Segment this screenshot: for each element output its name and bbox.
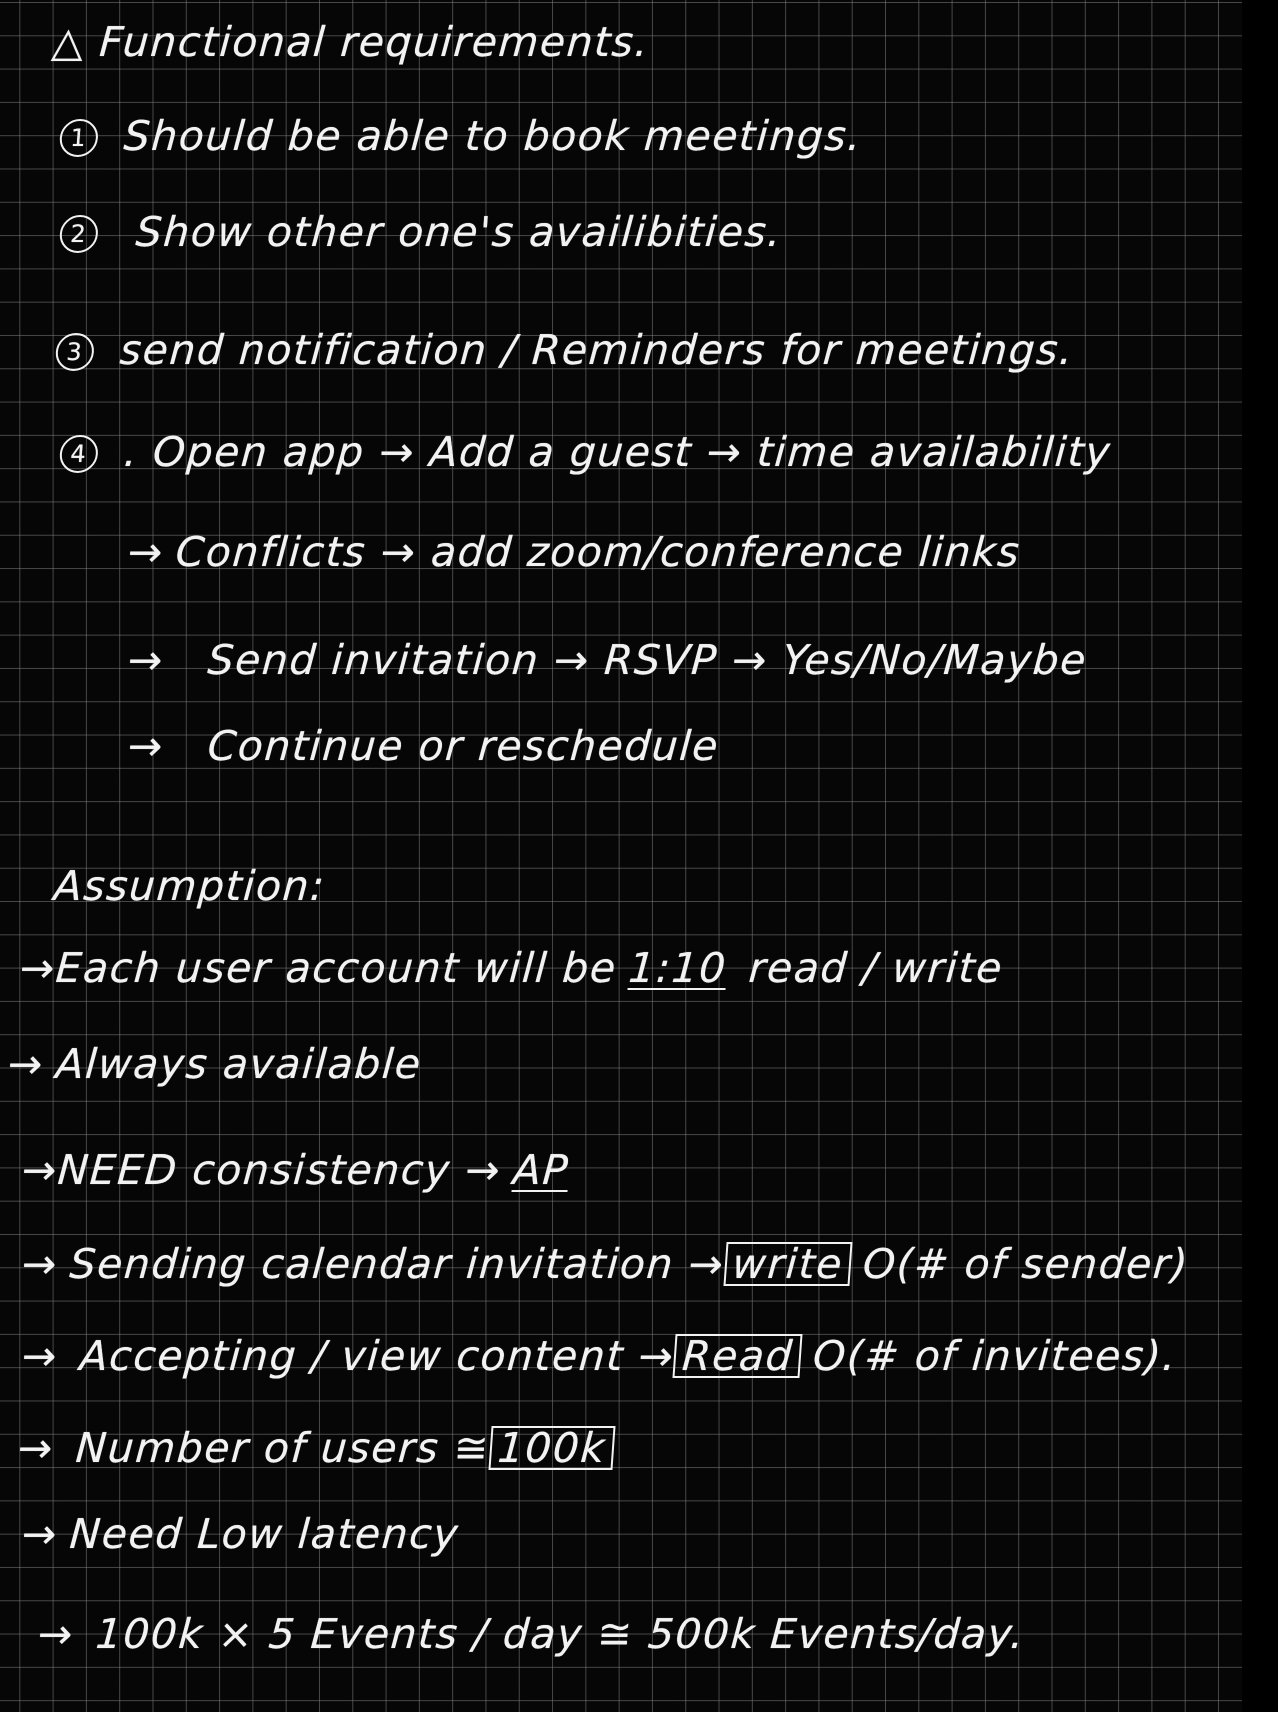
right-arrow-icon: → (126, 636, 166, 684)
assumption-text: Accepting / view content → (78, 1332, 677, 1380)
right-arrow-icon: → (126, 722, 166, 770)
requirement-item-3 (54, 326, 1075, 374)
assumption-consistency (20, 1146, 570, 1194)
assumption-accepting-view (20, 1332, 1178, 1380)
flow-text: Send invitation → RSVP → Yes/No/Maybe (206, 636, 1089, 684)
flow-step-conflicts (126, 528, 1022, 576)
read-operation-box: Read (673, 1334, 803, 1378)
assumption-always-available (6, 1040, 423, 1088)
assumption-text: Always available (54, 1040, 424, 1088)
assumption-text: Each user account will be (54, 944, 619, 992)
page-edge-strip (1242, 0, 1278, 1712)
write-operation-box: write (723, 1242, 853, 1286)
assumption-text: NEED consistency → (56, 1146, 503, 1194)
assumption-text: Need Low latency (68, 1510, 461, 1558)
requirement-item-1 (58, 112, 863, 160)
user-count-box: 100k (488, 1426, 615, 1470)
flow-step-continue (126, 722, 720, 770)
functional-requirements-heading (50, 18, 651, 66)
circled-number-1: 1 (59, 119, 100, 157)
assumption-number-of-users (16, 1424, 615, 1472)
read-write-ratio: 1:10 (627, 944, 729, 992)
assumption-text: Number of users ≅ (74, 1424, 492, 1472)
assumption-each-user (18, 944, 1004, 992)
assumption-low-latency (20, 1510, 460, 1558)
requirement-text: send notification / Reminders for meetings. (118, 326, 1076, 374)
right-arrow-icon: → (16, 1424, 56, 1472)
right-arrow-icon: → (18, 944, 58, 992)
requirement-text: Should be able to book meetings. (122, 112, 864, 160)
right-arrow-icon: → (20, 1240, 60, 1288)
flow-text: Continue or reschedule (206, 722, 721, 770)
right-arrow-icon: → (20, 1332, 60, 1380)
ratio-suffix: read / write (747, 944, 1005, 992)
assumption-text: Sending calendar invitation → (68, 1240, 727, 1288)
assumption-sending-invitation (20, 1240, 1190, 1288)
cap-choice-ap: AP (511, 1146, 571, 1194)
requirement-text: . Open app → Add a guest → time availability (122, 428, 1113, 476)
complexity-text: O(# of invitees). (811, 1332, 1179, 1380)
right-arrow-icon: → (20, 1146, 60, 1194)
right-arrow-icon: → (126, 528, 166, 576)
triangle-bullet-icon: △ (50, 18, 87, 66)
circled-number-4: 4 (59, 435, 100, 473)
right-arrow-icon: → (20, 1510, 60, 1558)
complexity-text: O(# of sender) (861, 1240, 1191, 1288)
right-arrow-icon: → (6, 1040, 46, 1088)
requirement-item-4 (58, 428, 1113, 476)
heading-text: Functional requirements. (97, 18, 651, 66)
assumption-events-per-day (36, 1610, 1026, 1658)
right-arrow-icon: → (36, 1610, 76, 1658)
circled-number-3: 3 (55, 333, 96, 371)
assumption-text: 100k × 5 Events / day ≅ 500k Events/day. (94, 1610, 1027, 1658)
flow-text: Conflicts → add zoom/conference links (174, 528, 1023, 576)
requirement-item-2 (58, 208, 783, 256)
flow-step-invitation (126, 636, 1088, 684)
assumption-heading: Assumption: (52, 862, 328, 910)
requirement-text: Show other one's availibities. (134, 208, 784, 256)
circled-number-2: 2 (59, 215, 100, 253)
